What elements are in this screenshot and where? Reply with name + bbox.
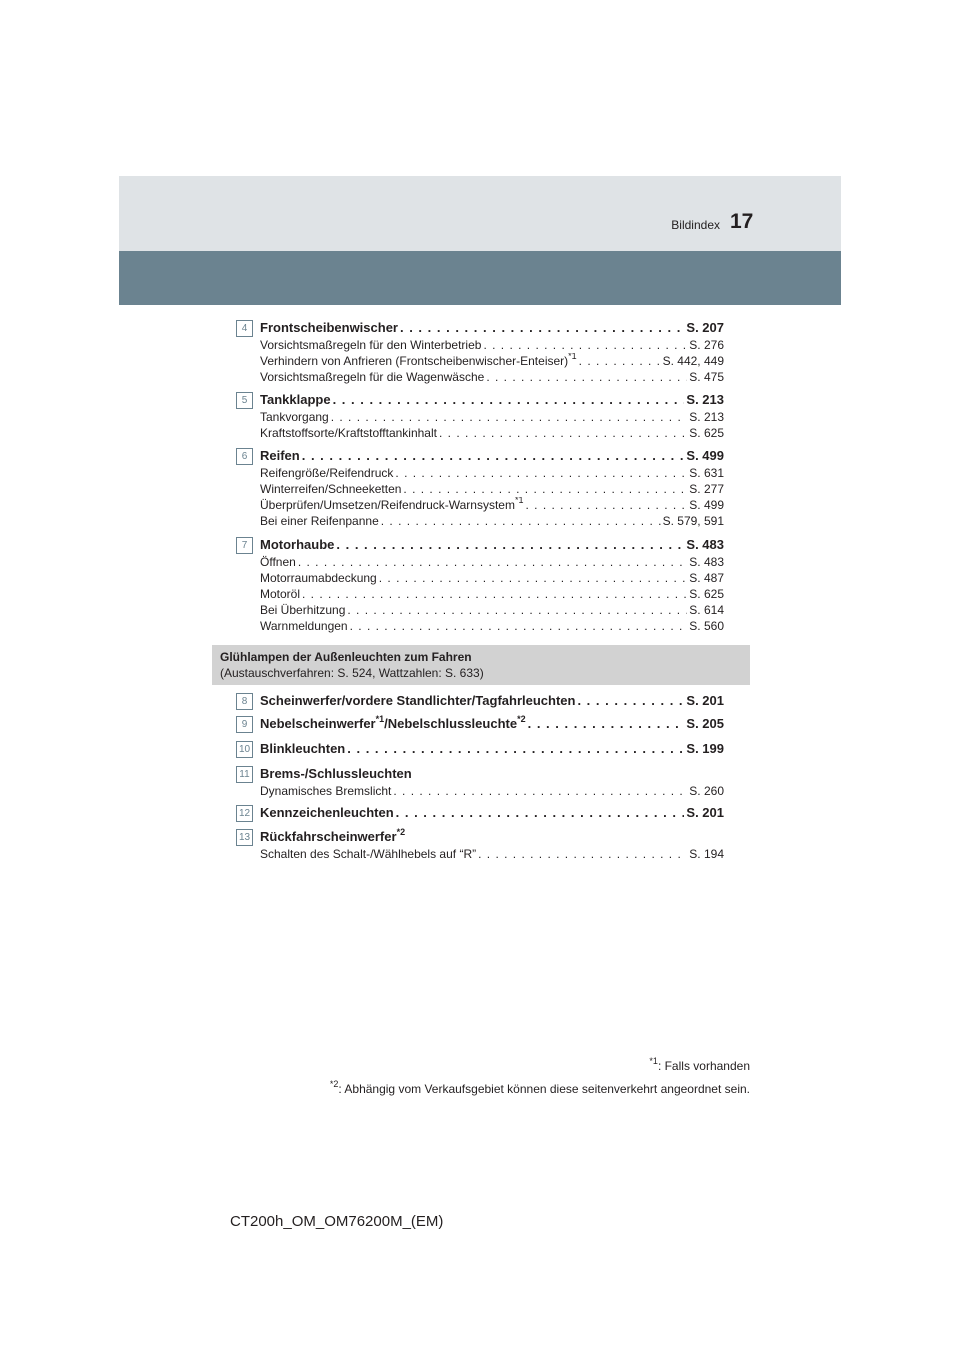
index-entry-sub[interactable] [260,353,724,369]
entry-label: Dynamisches Bremslicht [260,784,392,798]
index-entry-sub[interactable] [260,570,724,586]
index-entry-main[interactable] [260,803,724,822]
bulbs-subheading: (Austauschverfahren: S. 524, Wattzahlen: S. 633) [220,666,484,680]
footnote-1 [649,1056,750,1073]
page-reference[interactable]: S. 499 [686,448,724,463]
item-number-badge: 4 [236,320,253,337]
page-reference[interactable]: S. 199 [686,741,724,756]
page-reference[interactable]: S. 579, 591 [662,514,724,528]
item-number-badge: 11 [236,766,253,783]
page-reference[interactable]: S. 201 [686,693,724,708]
footnote-mark: *2 [396,827,406,837]
page-reference[interactable]: S. 442, 449 [662,354,724,368]
entry-label: Überprüfen/Umsetzen/Reifendruck-Warnsystem [260,498,515,512]
entry-label: Öffnen [260,555,296,569]
index-entry-sub[interactable] [260,497,724,513]
item-number-badge: 12 [236,805,253,822]
index-entry-sub[interactable] [260,337,724,353]
entry-label: Motoröl [260,587,301,601]
index-group-reifen [236,446,724,529]
page-reference[interactable]: S. 625 [689,426,724,440]
page-reference[interactable]: S. 483 [686,537,724,552]
index-entry-sub[interactable] [260,481,724,497]
index-entry-sub[interactable] [260,783,724,799]
entry-label: Tankvorgang [260,410,329,424]
index-group-motorhaube [236,535,724,634]
index-group-bremsleuchten [236,764,724,799]
page-reference[interactable]: S. 205 [686,716,724,731]
footnote-mark: *2 [517,714,526,724]
index-entry-main[interactable] [260,535,724,554]
index-entry-main[interactable] [260,318,724,337]
index-group-rueckfahrscheinwerfer [236,827,724,862]
page-reference[interactable]: S. 475 [689,370,724,384]
entry-title: Brems-/Schlussleuchten [260,766,412,781]
entry-label: Warnmeldungen [260,619,348,633]
bulbs-info-box [212,645,750,685]
footnote-2 [329,1079,750,1096]
page-reference[interactable]: S. 625 [689,587,724,601]
page-reference[interactable]: S. 213 [689,410,724,424]
footnote-text: : Falls vorhanden [657,1059,750,1073]
section-title: Bildindex [671,218,720,232]
footnote-text: : Abhängig vom Verkaufsgebiet können diese seitenverkehrt angeordnet sein. [338,1082,750,1096]
entry-label: Schalten des Schalt-/Wählhebels auf “R” [260,847,477,861]
entry-title: Kennzeichenleuchten [260,805,394,820]
entry-title: Blinkleuchten [260,741,346,756]
footnote-mark: *1 [649,1056,658,1066]
page-reference[interactable]: S. 260 [689,784,724,798]
index-group-frontscheibenwischer [236,318,724,385]
index-entry-sub[interactable] [260,513,724,529]
item-number-badge: 13 [236,829,253,846]
page-reference[interactable]: S. 631 [689,466,724,480]
index-group-kennzeichenleuchten [236,803,724,822]
index-entry-sub[interactable] [260,409,724,425]
index-entry-sub[interactable] [260,465,724,481]
index-group-tankklappe [236,390,724,441]
entry-label: Reifengröße/Reifendruck [260,466,394,480]
item-number-badge: 9 [236,716,253,733]
entry-label: Verhindern von Anfrieren (Frontscheibenwischer-Enteiser) [260,354,569,368]
footnote-mark: *2 [329,1079,339,1089]
index-entry-sub[interactable] [260,425,724,441]
index-entry-sub[interactable] [260,586,724,602]
entry-label: Winterreifen/Schneeketten [260,482,402,496]
header-bar [119,251,841,305]
entry-title: Motorhaube [260,537,335,552]
page-reference[interactable]: S. 213 [686,392,724,407]
entry-title: Nebelscheinwerfer [260,716,376,731]
page-reference[interactable]: S. 201 [686,805,724,820]
entry-label: Bei Überhitzung [260,603,346,617]
footnote-mark: *1 [568,353,577,361]
page-reference[interactable]: S. 614 [689,603,724,617]
index-entry-sub[interactable] [260,554,724,570]
entry-label: Motorraumabdeckung [260,571,377,585]
entry-title: /Nebelschlussleuchte [384,716,518,731]
page-reference[interactable]: S. 276 [689,338,724,352]
entry-label: Vorsichtsmaßregeln für die Wagenwäsche [260,370,485,384]
index-group-nebelscheinwerfer [236,714,724,733]
entry-title: Rückfahrscheinwerfer [260,829,397,844]
index-entry-sub[interactable] [260,618,724,634]
page-reference[interactable]: S. 499 [689,498,724,512]
index-entry-main[interactable] [260,390,724,409]
entry-title: Frontscheibenwischer [260,320,398,335]
item-number-badge: 6 [236,448,253,465]
page-reference[interactable]: S. 277 [689,482,724,496]
index-entry-sub[interactable] [260,846,724,862]
index-entry-main[interactable] [260,714,724,733]
index-entry-sub[interactable] [260,369,724,385]
item-number-badge: 7 [236,537,253,554]
footnote-mark: *1 [375,714,385,724]
page-number: 17 [730,210,754,233]
page-reference[interactable]: S. 483 [689,555,724,569]
entry-title-wrap [260,827,724,846]
entry-label: Bei einer Reifenpanne [260,514,379,528]
index-entry-sub[interactable] [260,602,724,618]
index-entry-main[interactable] [260,691,724,710]
index-group-blinkleuchten [236,739,724,758]
index-entry-main[interactable] [260,446,724,465]
item-number-badge: 10 [236,741,253,758]
item-number-badge: 8 [236,693,253,710]
index-group-scheinwerfer [236,691,724,710]
page-reference[interactable]: S. 207 [686,320,724,335]
page-reference[interactable]: S. 560 [689,619,724,633]
footnote-mark: *1 [514,497,524,505]
page-reference[interactable]: S. 194 [689,847,724,861]
entry-title: Tankklappe [260,392,331,407]
index-entry-main[interactable] [260,739,724,758]
document-id: CT200h_OM_OM76200M_(EM) [230,1213,444,1230]
page-reference[interactable]: S. 487 [689,571,724,585]
entry-label: Vorsichtsmaßregeln für den Winterbetrieb [260,338,482,352]
bulbs-heading: Glühlampen der Außenleuchten zum Fahren [220,650,472,664]
entry-title: Scheinwerfer/vordere Standlichter/Tagfahrleuchten [260,693,576,708]
entry-label: Kraftstoffsorte/Kraftstofftankinhalt [260,426,437,440]
item-number-badge: 5 [236,392,253,409]
entry-title: Reifen [260,448,300,463]
